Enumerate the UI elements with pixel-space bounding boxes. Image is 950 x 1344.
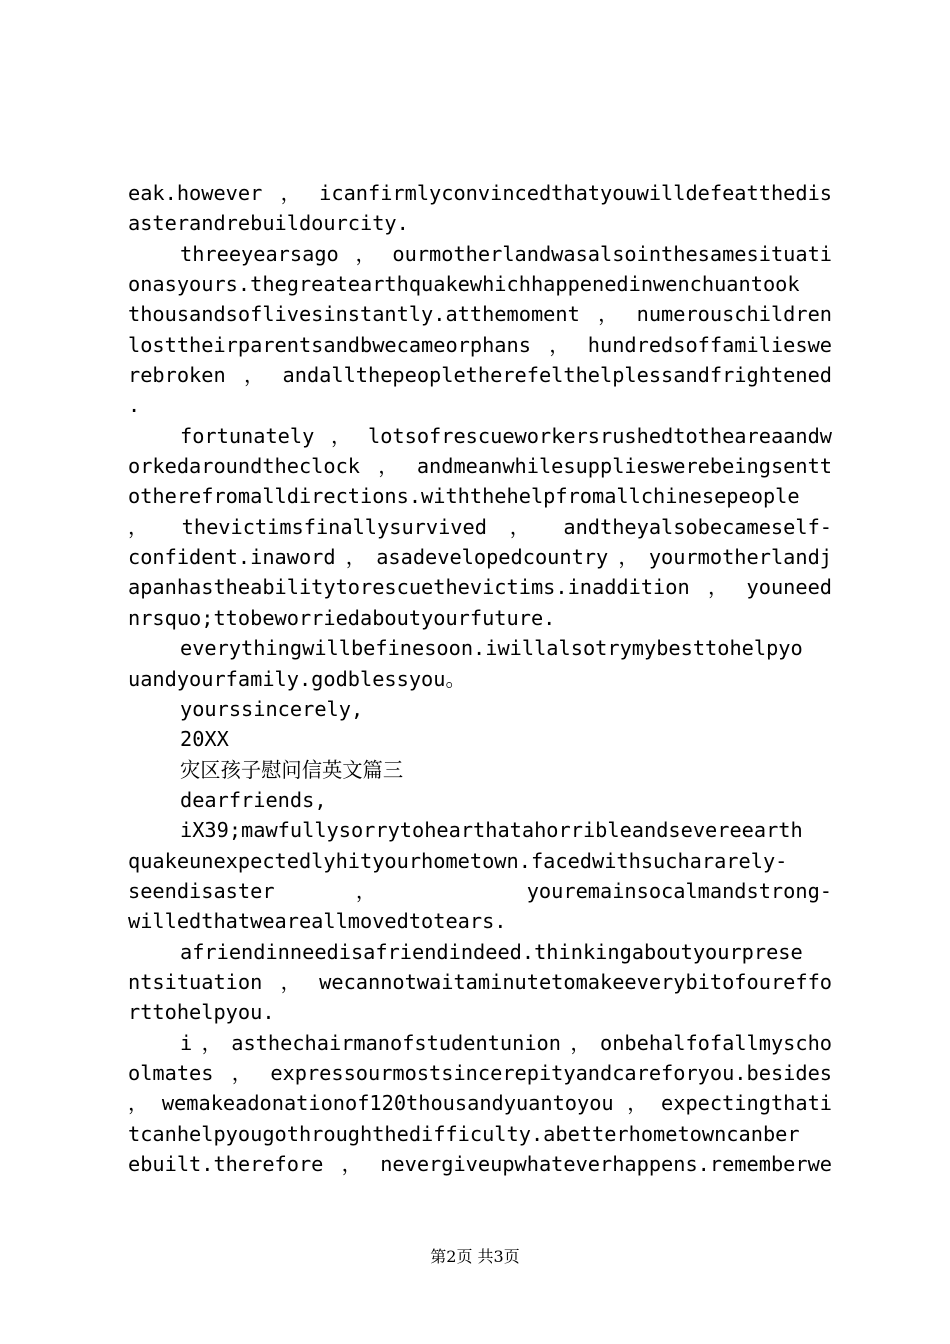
text-line: tcanhelpyougothroughthedifficulty.abetterhometowncanber <box>128 1121 800 1146</box>
text-line: afriendinneedisafriendindeed.thinkingaboutyourprese <box>180 939 803 964</box>
text-line: 灾区孩子慰问信英文篇三 <box>180 757 404 782</box>
text-line: 20XX <box>180 727 229 752</box>
text-line: fortunately，lotsofrescueworkersrushedtotheareaandw <box>180 423 832 448</box>
text-line: willedthatweareallmovedtotears. <box>128 909 507 934</box>
text-line: asterandrebuildourcity. <box>128 211 409 236</box>
text-line: yourssincerely, <box>180 696 364 721</box>
text-line: uandyourfamily.godblessyou。 <box>128 666 466 691</box>
text-line: orkedaroundtheclock，andmeanwhilesupplieswerebeingsentt <box>128 454 832 479</box>
text-line: ntsituation，wecannotwaitaminutetomakeeverybitofoureffo <box>128 969 832 994</box>
text-line: rebroken，andallthepeopletherefelthelplessandfrightened <box>128 363 832 388</box>
text-line: . <box>128 393 141 418</box>
text-line: losttheirparentsandbwecameorphans，hundredsoffamilieswe <box>128 332 832 357</box>
text-line: dearfriends, <box>180 787 327 812</box>
text-line: iX39;mawfullysorrytohearthatahorribleandsevereearth <box>180 818 803 843</box>
text-line: ， thevictimsfinallysurvived ， andtheyalsobecameself- <box>128 514 832 539</box>
text-line: everythingwillbefinesoon.iwillalsotrymybesttohelpyo <box>180 636 803 661</box>
body-text <box>128 178 832 1179</box>
text-line: rttohelpyou. <box>128 1000 275 1025</box>
text-line: ，wemakeadonationof120thousandyuantoyou，expectingthati <box>128 1091 832 1116</box>
text-line: i，asthechairmanofstudentunion，onbehalfofallmyscho <box>180 1030 832 1055</box>
text-line: ebuilt.therefore，nevergiveupwhateverhappens.rememberwe <box>128 1152 832 1176</box>
text-line: confident.inaword，asadevelopedcountry，yourmotherlandj <box>128 545 832 570</box>
text-line: apanhastheabilitytorescuethevictims.inaddition，youneed <box>128 575 832 600</box>
text-line: eak.however，icanfirmlyconvincedthatyouwilldefeatthedis <box>128 181 832 205</box>
text-line: nrsquo;ttobeworriedaboutyourfuture. <box>128 605 556 630</box>
text-line: otherefromalldirections.withthehelpfromallchinesepeople <box>128 484 800 509</box>
page-footer: 第2页 共3页 <box>430 1247 520 1266</box>
text-line: thousandsoflivesinstantly.atthemoment，numerouschildren <box>128 302 832 327</box>
text-line: onasyours.thegreatearthquakewhichhappenedinwenchuantook <box>128 272 800 297</box>
text-line: threeyearsago，ourmotherlandwasalsointhesamesituati <box>180 241 832 266</box>
text-line: olmates，expressourmostsincerepityandcareforyou.besides <box>128 1060 832 1085</box>
text-line: quakeunexpectedlyhityourhometown.facedwithsuchararely- <box>128 848 788 873</box>
text-line: seendisaster ， youremainsocalmandstrong- <box>128 878 832 903</box>
